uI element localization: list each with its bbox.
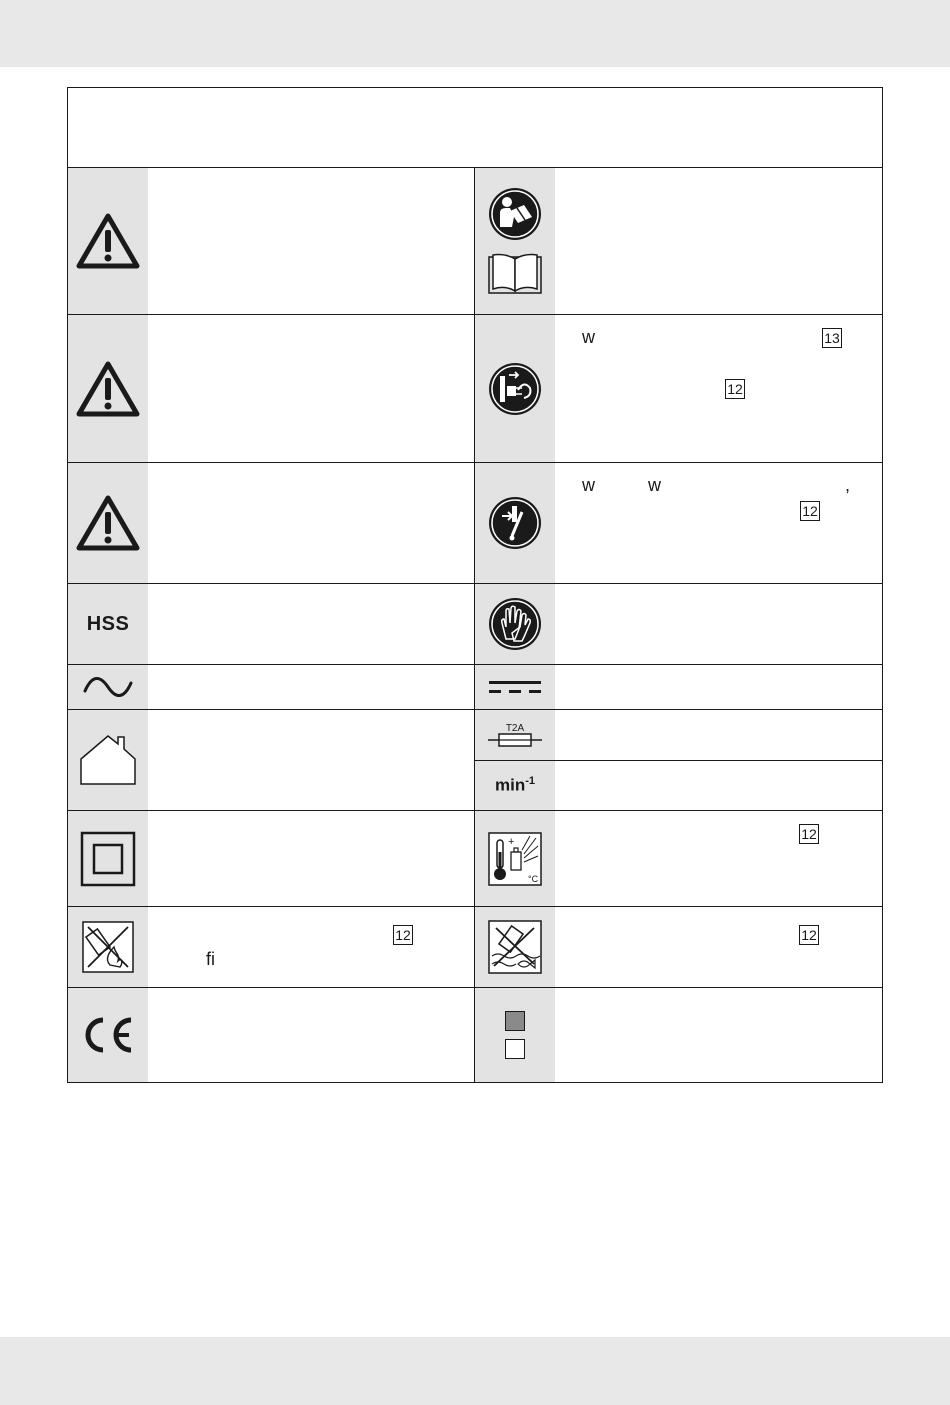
row-divider (67, 314, 883, 315)
warning-triangle-icon (76, 361, 140, 417)
svg-text:+: + (508, 835, 515, 848)
open-book-icon (487, 251, 543, 295)
unplug-text-glyph: w (582, 327, 595, 347)
ref-box-12: 12 (393, 925, 413, 945)
protection-class-ii-icon (80, 831, 136, 887)
icon-cell-warning-2 (68, 315, 148, 462)
direct-current-icon (488, 678, 542, 696)
switch-off-text-glyph-1: w (582, 475, 595, 495)
warning-triangle-icon (76, 495, 140, 551)
icon-cell-warning-1 (68, 168, 148, 314)
empty-square-icon (505, 1039, 525, 1059)
switch-off-text-comma: , (845, 475, 851, 495)
page-footer-band (0, 1337, 950, 1405)
switch-off-text-glyph-2: w (648, 475, 661, 495)
icon-cell-hss (68, 584, 148, 664)
icon-cell-unplug (475, 315, 555, 462)
fuse-icon (487, 721, 543, 749)
icon-cell-charge-status (475, 988, 555, 1082)
fuse-label: T2A (505, 723, 525, 734)
switch-off-icon (488, 496, 542, 550)
ce-mark-icon (82, 1016, 134, 1054)
hss-label: HSS (86, 612, 130, 635)
icon-cell-class2 (68, 811, 148, 906)
icon-cell-gloves (475, 584, 555, 664)
row-divider (67, 709, 883, 710)
filled-square-icon (505, 1011, 525, 1031)
icon-cell-temperature (475, 811, 555, 906)
icon-cell-fuse (475, 710, 555, 760)
speed-unit-exponent: -1 (525, 775, 535, 788)
warning-triangle-icon (76, 213, 140, 269)
icon-cell-warning-3 (68, 463, 148, 583)
row-divider (67, 462, 883, 463)
table-header (77, 107, 867, 147)
no-fire-text-glyph: fi (206, 949, 215, 969)
alternating-current-icon (82, 675, 134, 699)
indoor-use-house-icon (78, 733, 138, 787)
row-divider (474, 760, 883, 761)
battery-no-fire-icon (82, 921, 134, 973)
icon-cell-speed (475, 761, 555, 810)
icon-cell-switch-off (475, 463, 555, 583)
page-header-band (0, 0, 950, 67)
icon-cell-read-manual (475, 168, 555, 314)
ref-box-13: 13 (822, 328, 842, 348)
battery-no-water-icon (488, 920, 542, 974)
row-divider (67, 583, 883, 584)
ref-box-12: 12 (800, 501, 820, 521)
icon-cell-no-fire (68, 907, 148, 987)
speed-unit-base: min (494, 775, 526, 795)
speed-unit (495, 775, 535, 796)
ref-box-12: 12 (725, 379, 745, 399)
icon-cell-ac (68, 665, 148, 709)
icon-cell-ce (68, 988, 148, 1082)
temperature-sun-icon (488, 832, 542, 886)
read-manual-person-icon (488, 187, 542, 241)
row-divider (67, 987, 883, 988)
row-divider (67, 906, 883, 907)
row-divider (67, 167, 883, 168)
row-divider (67, 664, 883, 665)
icon-cell-no-water (475, 907, 555, 987)
protective-gloves-icon (488, 597, 542, 651)
row-divider (67, 810, 883, 811)
ref-box-12: 12 (799, 824, 819, 844)
temperature-unit: °C (528, 873, 539, 884)
column-divider (474, 167, 475, 1083)
unplug-icon (488, 362, 542, 416)
icon-cell-indoor (68, 710, 148, 810)
icon-cell-dc (475, 665, 555, 709)
ref-box-12: 12 (799, 925, 819, 945)
symbol-legend-table (67, 87, 883, 1083)
